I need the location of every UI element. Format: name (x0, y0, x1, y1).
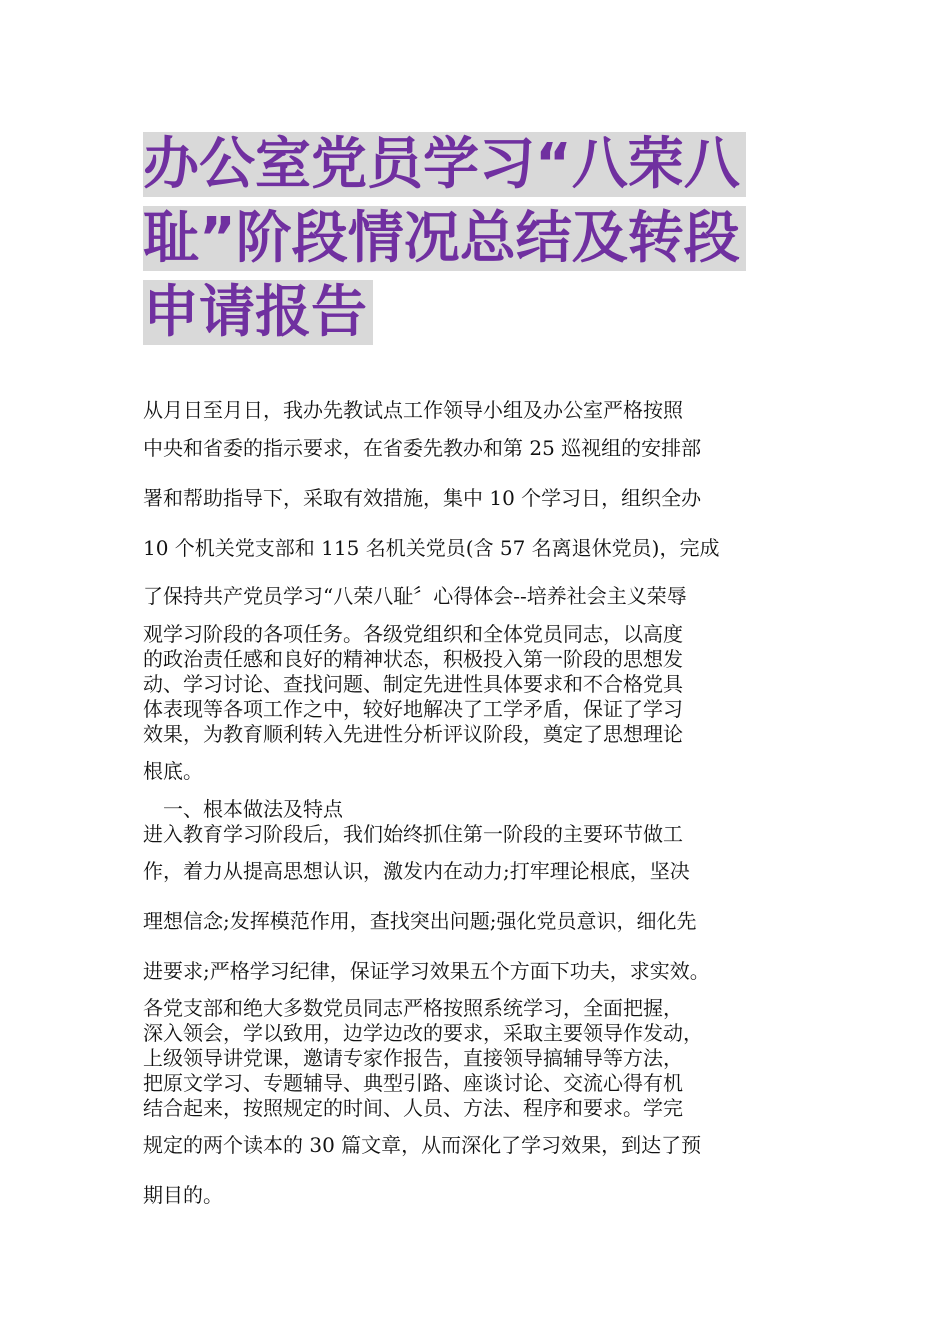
text-line: 根底。 (143, 759, 203, 783)
text-line: 中央和省委的指示要求，在省委先教办和第 25 巡视组的安排部 (143, 436, 702, 460)
text-line: 进要求;严格学习纪律，保证学习效果五个方面下功夫，求实效。 (143, 959, 710, 983)
text-line: 署和帮助指导下，采取有效措施，集中 10 个学习日，组织全办 (143, 486, 702, 510)
text-line: 把原文学习、专题辅导、典型引路、座谈讨论、交流心得有机 (143, 1071, 683, 1095)
title-line-2: 耻”阶段情况总结及转段 (143, 206, 746, 271)
text-line: 体表现等各项工作之中，较好地解决了工学矛盾，保证了学习 (143, 697, 683, 721)
text-line: 理想信念;发挥模范作用，查找突出问题;强化党员意识，细化先 (143, 909, 697, 933)
text-line: 效果，为教育顺利转入先进性分析评议阶段，奠定了思想理论 (143, 722, 683, 746)
text-line: 作，着力从提高思想认识，激发内在动力;打牢理论根底，坚决 (143, 859, 690, 883)
title-line-3: 申请报告 (143, 280, 373, 345)
text-line: 规定的两个读本的 30 篇文章，从而深化了学习效果，到达了预 (143, 1133, 702, 1157)
text-line: 结合起来，按照规定的时间、人员、方法、程序和要求。学完 (143, 1096, 683, 1120)
text-line: 进入教育学习阶段后，我们始终抓住第一阶段的主要环节做工 (143, 822, 683, 846)
document-title (143, 128, 813, 350)
text-line: 上级领导讲党课，邀请专家作报告，直接领导搞辅导等方法， (143, 1046, 683, 1070)
text-line: 深入领会，学以致用，边学边改的要求，采取主要领导作发动， (143, 1021, 703, 1045)
title-line-1: 办公室党员学习“八荣八 (143, 132, 746, 197)
text-line: 各党支部和绝大多数党员同志严格按照系统学习，全面把握， (143, 996, 683, 1020)
text-line: 的政治责任感和良好的精神状态，积极投入第一阶段的思想发 (143, 647, 683, 671)
text-line: 期目的。 (143, 1183, 223, 1207)
text-line: 10 个机关党支部和 115 名机关党员(含 57 名离退休党员)，完成 (143, 536, 720, 560)
text-line: 从月日至月日，我办先教试点工作领导小组及办公室严格按照 (143, 398, 683, 422)
text-line: 观学习阶段的各项任务。各级党组织和全体党员同志，以高度 (143, 622, 683, 646)
section-heading: 一、根本做法及特点 (163, 797, 343, 821)
text-line: 动、学习讨论、查找问题、制定先进性具体要求和不合格党具 (143, 672, 683, 696)
text-line: 了保持共产党员学习“八荣八耻〞心得体会--培养社会主义荣辱 (143, 584, 687, 608)
